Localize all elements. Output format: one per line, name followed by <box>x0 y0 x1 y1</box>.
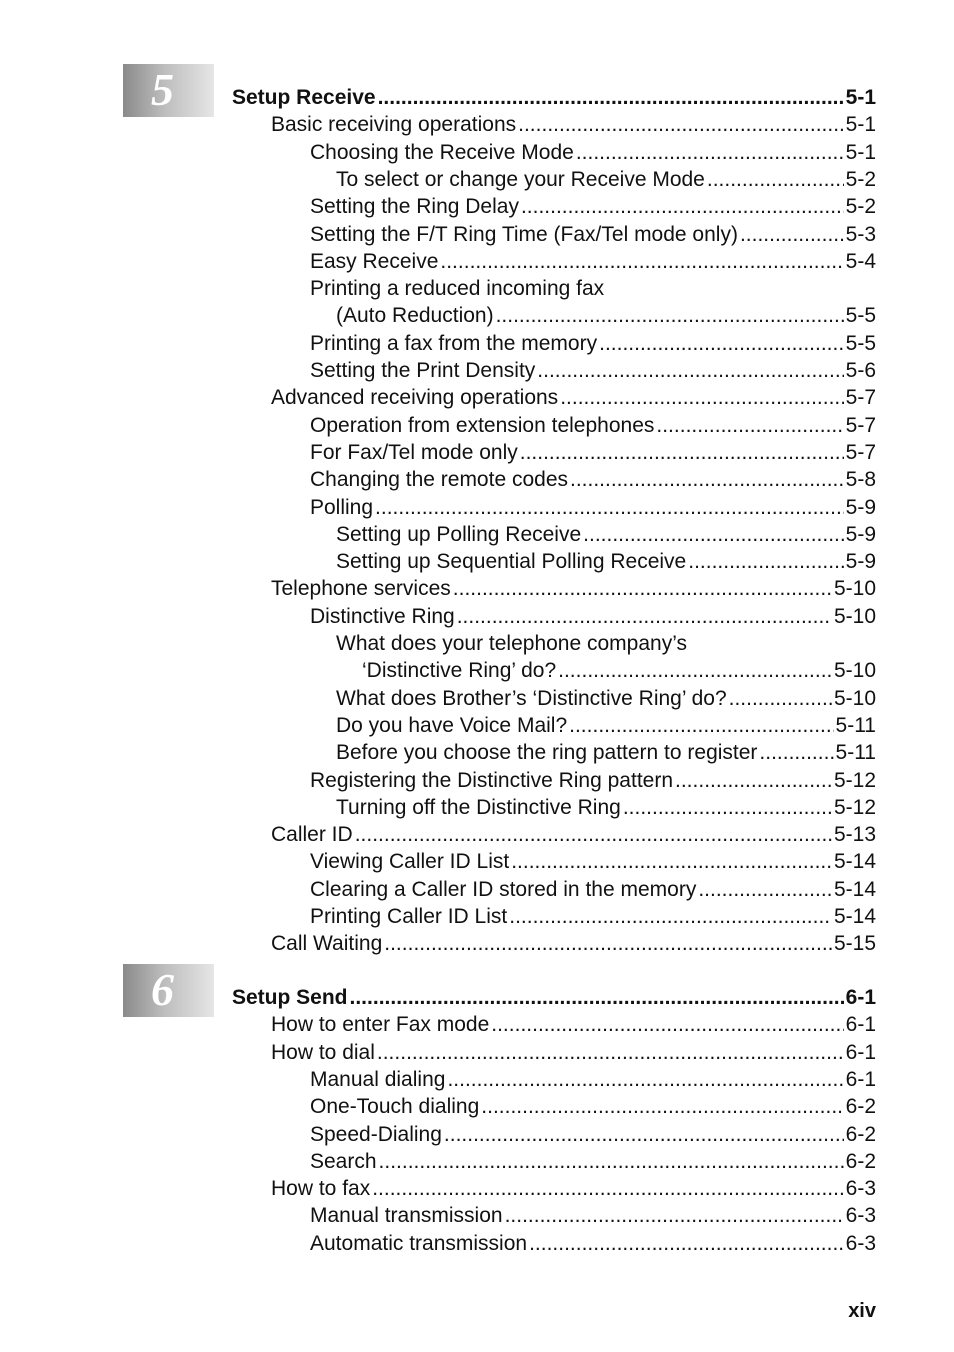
toc-entry-title: Turning off the Distinctive Ring <box>336 796 621 819</box>
toc-entry[interactable] <box>310 848 876 875</box>
toc-entry-title: For Fax/Tel mode only <box>310 441 518 464</box>
dot-leader <box>491 1011 843 1038</box>
toc-entry-page: 5-5 <box>845 332 876 355</box>
toc-entry-page: 5-1 <box>845 141 876 164</box>
dot-leader <box>520 439 844 466</box>
toc-entry-title: Setting the Print Density <box>310 359 536 382</box>
toc-entry-title: Setting the F/T Ring Time (Fax/Tel mode only) <box>310 223 738 246</box>
dot-leader <box>355 821 832 848</box>
toc-entry[interactable] <box>310 903 876 930</box>
dot-leader <box>511 848 832 875</box>
toc-entry[interactable] <box>310 1121 876 1148</box>
toc-entry-title: (Auto Reduction) <box>336 304 494 327</box>
toc-entry[interactable] <box>271 1175 876 1202</box>
toc-entry-title: Operation from extension telephones <box>310 414 655 437</box>
toc-entry-title: Advanced receiving operations <box>271 386 559 409</box>
toc-entry-page: 5-7 <box>845 414 876 437</box>
toc-entry[interactable] <box>336 712 876 739</box>
toc-entry-page: 6-1 <box>845 1068 876 1091</box>
toc-entry-title: Telephone services <box>271 577 451 600</box>
toc-entry-title: Clearing a Caller ID stored in the memory <box>310 878 697 901</box>
toc-entry[interactable] <box>336 166 876 193</box>
toc-entry-page: 5-2 <box>845 168 876 191</box>
dot-leader <box>656 412 843 439</box>
dot-leader <box>481 1093 843 1120</box>
toc-entry-page: 6-3 <box>845 1177 876 1200</box>
toc-entry-title: Do you have Voice Mail? <box>336 714 568 737</box>
dot-leader <box>379 1148 844 1175</box>
toc-entry-page: 6-2 <box>845 1150 876 1173</box>
toc-entry-title: ‘Distinctive Ring’ do? <box>362 659 557 682</box>
chapter-number: 5 <box>151 64 174 115</box>
toc-entry[interactable] <box>362 657 876 684</box>
toc-entry[interactable] <box>271 1011 876 1038</box>
dot-leader <box>729 685 832 712</box>
toc-entry-page: 5-4 <box>845 250 876 273</box>
toc-entry-title: Changing the remote codes <box>310 468 568 491</box>
toc-entry-page: 5-9 <box>845 496 876 519</box>
dot-leader <box>537 357 843 384</box>
dot-leader <box>518 111 844 138</box>
toc-entry-page: 5-11 <box>835 741 876 764</box>
toc-entry-page: 5-2 <box>845 195 876 218</box>
toc-entry[interactable] <box>271 821 876 848</box>
toc-entry-title: Automatic transmission <box>310 1232 528 1255</box>
toc-entry[interactable] <box>336 302 876 329</box>
chapter-tab <box>123 64 214 117</box>
toc-entry[interactable] <box>310 494 876 521</box>
toc-entry-title: Basic receiving operations <box>271 113 517 136</box>
toc-entry-title: Choosing the Receive Mode <box>310 141 574 164</box>
dot-leader <box>372 1175 843 1202</box>
toc-entry-title: Call Waiting <box>271 932 383 955</box>
toc-entry-title: Before you choose the ring pattern to register <box>336 741 758 764</box>
toc-entry[interactable] <box>310 439 876 466</box>
toc-entry-page: 5-6 <box>845 359 876 382</box>
dot-leader <box>444 1121 844 1148</box>
toc-entry-page: 5-13 <box>833 823 876 846</box>
toc-entry[interactable] <box>336 794 876 821</box>
dot-leader <box>521 193 844 220</box>
toc-entry-title: Speed-Dialing <box>310 1123 442 1146</box>
toc-entry-title: Viewing Caller ID List <box>310 850 510 873</box>
dot-leader <box>509 903 832 930</box>
dot-leader <box>698 876 832 903</box>
toc-entry[interactable] <box>310 466 876 493</box>
toc-entry[interactable] <box>310 357 876 384</box>
toc-entry-page: 6-1 <box>845 1013 876 1036</box>
dot-leader <box>707 166 844 193</box>
dot-leader <box>505 1202 844 1229</box>
toc-entry[interactable] <box>310 221 876 248</box>
toc-entry-title: Setup Send <box>232 986 348 1009</box>
toc-entry-page: 6-3 <box>845 1232 876 1255</box>
toc-entry-title: Caller ID <box>271 823 353 846</box>
toc-entry-title: How to enter Fax mode <box>271 1013 490 1036</box>
toc-entry[interactable] <box>310 248 876 275</box>
toc-entry[interactable] <box>336 630 876 657</box>
toc-entry-page: 5-1 <box>845 113 876 136</box>
toc-entry-title: How to fax <box>271 1177 371 1200</box>
toc-entry[interactable] <box>310 603 876 630</box>
dot-leader <box>740 221 844 248</box>
toc-entry-page: 6-1 <box>845 1041 876 1064</box>
dot-leader <box>599 330 844 357</box>
toc-entry[interactable] <box>271 111 876 138</box>
toc-entry-page: 5-12 <box>833 796 876 819</box>
toc-entry-page: 6-2 <box>845 1123 876 1146</box>
toc-entry-title: Polling <box>310 496 374 519</box>
dot-leader <box>583 521 843 548</box>
toc-entry-title: Printing a reduced incoming fax <box>310 277 605 300</box>
toc-entry[interactable] <box>310 876 876 903</box>
dot-leader <box>623 794 832 821</box>
toc-entry[interactable] <box>336 521 876 548</box>
toc-entry-page: 5-14 <box>833 878 876 901</box>
toc-entry-title: Setup Receive <box>232 86 376 109</box>
toc-entry-title: How to dial <box>271 1041 375 1064</box>
dot-leader <box>384 930 832 957</box>
dot-leader <box>570 466 844 493</box>
dot-leader <box>375 494 844 521</box>
dot-leader <box>453 575 832 602</box>
dot-leader <box>759 739 833 766</box>
toc-entry-page: 5-9 <box>845 523 876 546</box>
dot-leader <box>558 657 832 684</box>
toc-entry[interactable] <box>310 1093 876 1120</box>
toc-entry-title: Setting the Ring Delay <box>310 195 519 218</box>
toc-entry[interactable] <box>271 384 876 411</box>
toc-entry-page: 5-11 <box>835 714 876 737</box>
dot-leader <box>350 984 844 1011</box>
toc-entry[interactable] <box>271 930 876 957</box>
dot-leader <box>378 84 844 111</box>
dot-leader <box>675 767 832 794</box>
chapter-tab <box>123 964 214 1017</box>
toc-entry-page: 5-10 <box>833 659 876 682</box>
toc-entry-page: 5-1 <box>845 86 876 109</box>
dot-leader <box>440 248 843 275</box>
toc-entry-title: Manual transmission <box>310 1204 503 1227</box>
toc-entry-page: 5-7 <box>845 386 876 409</box>
toc-entry[interactable] <box>310 767 876 794</box>
dot-leader <box>560 384 843 411</box>
toc-entry-page: 5-14 <box>833 850 876 873</box>
toc-entry-page: 5-10 <box>833 687 876 710</box>
dot-leader <box>457 603 832 630</box>
toc-entry[interactable] <box>310 275 876 302</box>
chapter-number: 6 <box>151 964 174 1015</box>
dot-leader <box>496 302 844 329</box>
toc-entry-page: 6-2 <box>845 1095 876 1118</box>
toc-entry-page: 5-15 <box>833 932 876 955</box>
toc-entry-title: What does your telephone company’s <box>336 632 687 655</box>
toc-entry-title: Manual dialing <box>310 1068 446 1091</box>
toc-entry-page: 6-1 <box>845 986 876 1009</box>
toc-entry-title: To select or change your Receive Mode <box>336 168 705 191</box>
toc-entry[interactable] <box>336 548 876 575</box>
toc-entry[interactable] <box>310 1230 876 1257</box>
toc-entry[interactable] <box>336 739 876 766</box>
toc-entry-page: 5-12 <box>833 769 876 792</box>
toc-entry[interactable] <box>310 412 876 439</box>
toc-entry[interactable] <box>232 84 876 111</box>
toc-entry-page: 5-8 <box>845 468 876 491</box>
toc-entry-page: 5-3 <box>845 223 876 246</box>
dot-leader <box>529 1230 844 1257</box>
dot-leader <box>569 712 833 739</box>
toc-entry[interactable] <box>232 984 876 1011</box>
toc-entry[interactable] <box>271 1039 876 1066</box>
toc-entry[interactable] <box>310 1066 876 1093</box>
toc-entry-page: 5-10 <box>833 577 876 600</box>
dot-leader <box>377 1039 844 1066</box>
toc-entry[interactable] <box>310 139 876 166</box>
toc-entry-page: 5-7 <box>845 441 876 464</box>
toc-entry-title: Easy Receive <box>310 250 439 273</box>
toc-entry-page: 5-14 <box>833 905 876 928</box>
footer-page-number: xiv <box>848 1300 876 1322</box>
toc-entry-title: Printing a fax from the memory <box>310 332 598 355</box>
toc-entry-title: Distinctive Ring <box>310 605 455 628</box>
toc-entry-page: 5-9 <box>845 550 876 573</box>
toc-entry-title: Setting up Sequential Polling Receive <box>336 550 687 573</box>
toc-entry-title: One-Touch dialing <box>310 1095 480 1118</box>
toc-entry[interactable] <box>310 330 876 357</box>
toc-entry-title: Setting up Polling Receive <box>336 523 582 546</box>
toc-entry[interactable] <box>271 575 876 602</box>
toc-entry[interactable] <box>310 1148 876 1175</box>
toc-entry[interactable] <box>310 1202 876 1229</box>
toc-entry-page: 5-5 <box>845 304 876 327</box>
toc-entry-title: Search <box>310 1150 377 1173</box>
dot-leader <box>688 548 843 575</box>
toc-entry-page: 5-10 <box>833 605 876 628</box>
toc-entry[interactable] <box>310 193 876 220</box>
toc-entry-title: Printing Caller ID List <box>310 905 508 928</box>
toc-entry-title: Registering the Distinctive Ring pattern <box>310 769 674 792</box>
dot-leader <box>447 1066 843 1093</box>
toc-entry[interactable] <box>336 685 876 712</box>
toc-entry-page: 6-3 <box>845 1204 876 1227</box>
dot-leader <box>576 139 844 166</box>
toc-entry-title: What does Brother’s ‘Distinctive Ring’ do? <box>336 687 727 710</box>
